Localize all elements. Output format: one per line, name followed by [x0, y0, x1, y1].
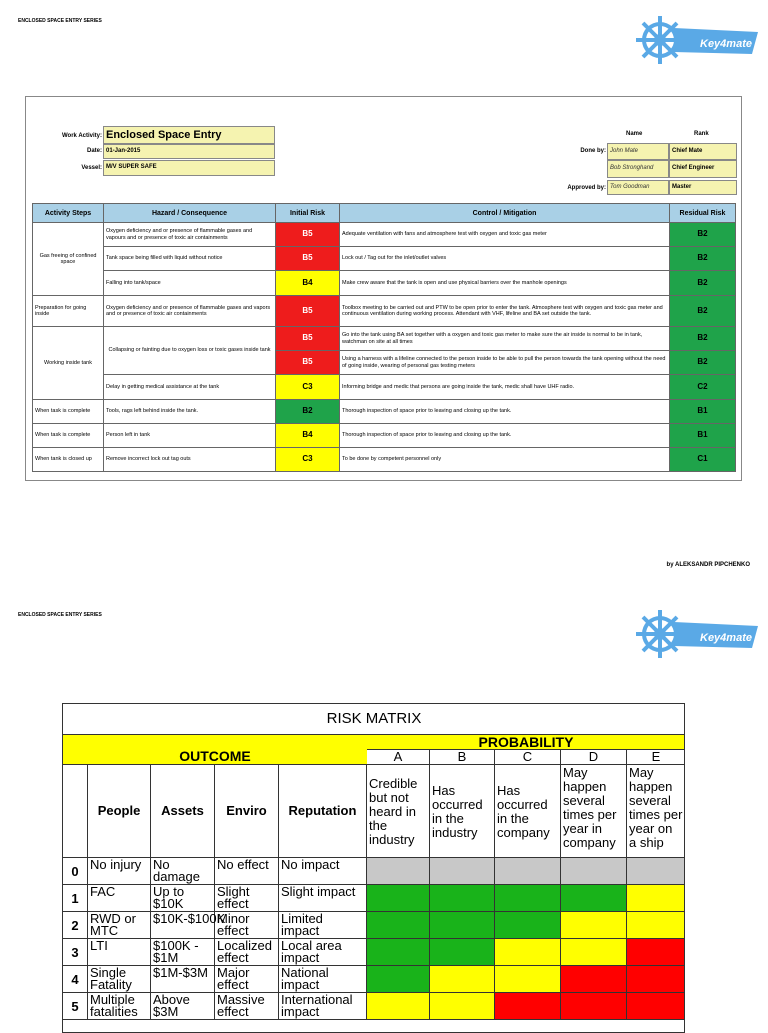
initial-risk-cell: B5 — [276, 351, 340, 375]
initial-risk-cell: B5 — [276, 247, 340, 271]
severity-number: 2 — [63, 912, 88, 939]
control-cell: Go into the tank using BA set together with a oxygen and toxic gas meter to make sure the air inside is normal to be in tank, watchman on site at all times — [340, 327, 670, 351]
residual-risk-header: Residual Risk — [670, 204, 736, 223]
hazard-cell: Collapsing or fainting due to oxygen loss or toxic gases inside tank — [104, 327, 276, 375]
control-cell: To be done by competent personnel only — [340, 448, 670, 472]
control-cell: Toolbox meeting to be carried out and PTW to be open prior to enter the tank. Atmosphere test with oxygen and toxic gas meter and continuous ventilation during working process. Attendant with VHF, lifeline and BA set outside the tank. — [340, 296, 670, 327]
outcome-label: OUTCOME — [179, 748, 251, 764]
initial-risk-cell: B2 — [276, 400, 340, 424]
residual-risk-cell: C2 — [670, 375, 736, 400]
people-cell: RWD or MTC — [88, 912, 151, 939]
table-header-row — [33, 204, 736, 223]
control-cell: Adequate ventilation with fans and atmosphere test with oxygen and toxic gas meter — [340, 223, 670, 247]
prob-letter-e: E — [627, 750, 685, 765]
matrix-title: RISK MATRIX — [63, 704, 685, 735]
control-cell: Make crew aware that the tank is open and use physical barriers over the manhole openings — [340, 271, 670, 296]
hazard-header: Hazard / Consequence — [104, 204, 276, 223]
risk-cell — [561, 912, 627, 939]
severity-number: 4 — [63, 966, 88, 993]
vessel-label: Vessel: — [81, 165, 102, 171]
table-row — [33, 296, 736, 327]
enviro-cell: Localized effect — [215, 939, 279, 966]
risk-cell — [367, 912, 430, 939]
risk-cell — [495, 939, 561, 966]
probability-label: PROBABILITY — [367, 735, 685, 750]
risk-cell — [495, 858, 561, 885]
risk-cell — [627, 858, 685, 885]
enviro-cell: Slight effect — [215, 885, 279, 912]
residual-risk-cell: B2 — [670, 271, 736, 296]
control-cell: Thorough inspection of space prior to leaving and closing up the tank. — [340, 400, 670, 424]
assets-cell: $100K - $1M — [151, 939, 215, 966]
initial-risk-cell: C3 — [276, 375, 340, 400]
work-activity-field: Enclosed Space Entry — [103, 126, 275, 144]
logo-text: Key4mate — [700, 38, 752, 50]
hazard-cell: Person left in tank — [104, 424, 276, 448]
prob-letter-a: A — [367, 750, 430, 765]
table-row — [33, 400, 736, 424]
severity-number: 5 — [63, 993, 88, 1020]
hazard-cell: Remove incorrect lock out tag outs — [104, 448, 276, 472]
approved-by-name: Tom Goodman — [607, 180, 669, 195]
table-row — [33, 247, 736, 271]
reputation-cell: Slight impact — [279, 885, 367, 912]
risk-cell — [561, 858, 627, 885]
table-row — [33, 424, 736, 448]
risk-cell — [367, 939, 430, 966]
prob-letter-c: C — [495, 750, 561, 765]
enviro-cell: No effect — [215, 858, 279, 885]
risk-assessment-table — [32, 203, 736, 472]
done-by-rank-2: Chief Engineer — [669, 160, 737, 178]
risk-cell — [627, 912, 685, 939]
activity-step: When tank is closed up — [33, 448, 104, 472]
key4mate-logo-page-2 — [628, 604, 768, 674]
residual-risk-cell: B2 — [670, 247, 736, 271]
reputation-header: Reputation — [279, 765, 367, 858]
activity-step: Gas freeing of confined space — [33, 223, 104, 296]
risk-cell — [495, 912, 561, 939]
residual-risk-cell: B2 — [670, 223, 736, 247]
control-cell: Informing bridge and medic that persons are going inside the tank, medic shall have UHF radio. — [340, 375, 670, 400]
control-header: Control / Mitigation — [340, 204, 670, 223]
risk-matrix — [62, 703, 685, 1033]
enviro-cell: Minor effect — [215, 912, 279, 939]
rank-header: Rank — [694, 131, 709, 137]
activity-steps-header: Activity Steps — [33, 204, 104, 223]
table-row — [33, 223, 736, 247]
risk-cell — [561, 993, 627, 1020]
prob-desc-d: May happen several times per year in company — [561, 765, 627, 858]
risk-cell — [430, 966, 495, 993]
risk-cell — [495, 993, 561, 1020]
enviro-cell: Massive effect — [215, 993, 279, 1020]
activity-step: Working inside tank — [33, 327, 104, 400]
table-row — [33, 375, 736, 400]
risk-cell — [627, 939, 685, 966]
risk-cell — [430, 858, 495, 885]
people-cell: FAC — [88, 885, 151, 912]
prob-desc-e: May happen several times per year on a ship — [627, 765, 685, 858]
severity-number: 0 — [63, 858, 88, 885]
risk-cell — [627, 993, 685, 1020]
initial-risk-cell: C3 — [276, 448, 340, 472]
key4mate-logo — [628, 10, 768, 80]
control-cell: Using a harness with a lifeline connected to the person inside to be able to pull the person towards the tank opening without the need of going inside, wearing of personal gas testing meters — [340, 351, 670, 375]
assets-cell: $1M-$3M — [151, 966, 215, 993]
initial-risk-header: Initial Risk — [276, 204, 340, 223]
assets-cell: $10K-$100K — [151, 912, 215, 939]
activity-step: Preparation for going inside — [33, 296, 104, 327]
enviro-header: Enviro — [215, 765, 279, 858]
residual-risk-cell: B1 — [670, 424, 736, 448]
approved-by-label: Approved by: — [567, 185, 606, 191]
prob-letter-b: B — [430, 750, 495, 765]
initial-risk-cell: B5 — [276, 327, 340, 351]
risk-cell — [561, 939, 627, 966]
people-header: People — [88, 765, 151, 858]
initial-risk-cell: B5 — [276, 296, 340, 327]
residual-risk-cell: B2 — [670, 327, 736, 351]
risk-cell — [430, 993, 495, 1020]
residual-risk-cell: C1 — [670, 448, 736, 472]
work-activity-label: Work Activity: — [61, 133, 102, 139]
date-field: 01-Jan-2015 — [103, 144, 275, 159]
table-row — [33, 448, 736, 472]
risk-cell — [495, 885, 561, 912]
risk-cell — [561, 885, 627, 912]
vessel-field: M/V SUPER SAFE — [103, 160, 275, 176]
risk-cell — [367, 858, 430, 885]
prob-desc-a: Credible but not heard in the industry — [367, 765, 430, 858]
initial-risk-cell: B4 — [276, 271, 340, 296]
assets-cell: No damage — [151, 858, 215, 885]
table-row — [33, 271, 736, 296]
reputation-cell: International impact — [279, 993, 367, 1020]
enviro-cell: Major effect — [215, 966, 279, 993]
name-header: Name — [626, 131, 643, 137]
activity-step: When task is complete — [33, 400, 104, 424]
risk-cell — [627, 885, 685, 912]
control-cell: Thorough inspection of space prior to leaving and closing up the tank. — [340, 424, 670, 448]
hazard-cell: Falling into tank/space — [104, 271, 276, 296]
assets-cell: Above $3M — [151, 993, 215, 1020]
assets-cell: Up to $10K — [151, 885, 215, 912]
prob-desc-b: Has occurred in the industry — [430, 765, 495, 858]
author-credit: by ALEKSANDR PIPCHENKO — [666, 562, 750, 568]
severity-number: 1 — [63, 885, 88, 912]
done-by-label: Done by: — [580, 148, 606, 154]
prob-desc-c: Has occurred in the company — [495, 765, 561, 858]
residual-risk-cell: B2 — [670, 296, 736, 327]
approved-by-rank: Master — [669, 180, 737, 195]
risk-cell — [430, 939, 495, 966]
risk-cell — [627, 966, 685, 993]
activity-step: When task is complete — [33, 424, 104, 448]
table-row — [33, 327, 736, 351]
number-header-blank — [63, 765, 88, 858]
initial-risk-cell: B5 — [276, 223, 340, 247]
hazard-cell: Tank space being filled with liquid without notice — [104, 247, 276, 271]
risk-cell — [430, 885, 495, 912]
date-label: Date: — [86, 148, 102, 154]
reputation-cell: Local area impact — [279, 939, 367, 966]
initial-risk-cell: B4 — [276, 424, 340, 448]
risk-cell — [367, 993, 430, 1020]
series-title: ENCLOSED SPACE ENTRY SERIES — [18, 18, 102, 24]
residual-risk-cell: B1 — [670, 400, 736, 424]
people-cell: Single Fatality — [88, 966, 151, 993]
done-by-name-2: Bob Stronghand — [607, 160, 669, 178]
prob-letter-d: D — [561, 750, 627, 765]
reputation-cell: Limited impact — [279, 912, 367, 939]
risk-assessment-form — [25, 96, 742, 481]
people-cell: Multiple fatalities — [88, 993, 151, 1020]
risk-cell — [430, 912, 495, 939]
logo-text: Key4mate — [700, 632, 752, 644]
risk-cell — [367, 966, 430, 993]
reputation-cell: National impact — [279, 966, 367, 993]
risk-cell — [561, 966, 627, 993]
hazard-cell: Tools, rags left behind inside the tank. — [104, 400, 276, 424]
people-cell: LTI — [88, 939, 151, 966]
hazard-cell: Delay in getting medical assistance at the tank — [104, 375, 276, 400]
severity-number: 3 — [63, 939, 88, 966]
done-by-name-1: John Mate — [607, 143, 669, 160]
hazard-cell: Oxygen deficiency and or presence of flammable gases and vapours and or presence of toxic air containments — [104, 223, 276, 247]
risk-cell — [495, 966, 561, 993]
people-cell: No injury — [88, 858, 151, 885]
reputation-cell: No impact — [279, 858, 367, 885]
control-cell: Lock out / Tag out for the inlet/outlet valves — [340, 247, 670, 271]
hazard-cell: Oxygen deficiency and or presence of flammable gases and vapors and or presence of toxic air containments — [104, 296, 276, 327]
residual-risk-cell: B2 — [670, 351, 736, 375]
assets-header: Assets — [151, 765, 215, 858]
done-by-rank-1: Chief Mate — [669, 143, 737, 160]
risk-cell — [367, 885, 430, 912]
series-title-page-2: ENCLOSED SPACE ENTRY SERIES — [18, 612, 102, 618]
